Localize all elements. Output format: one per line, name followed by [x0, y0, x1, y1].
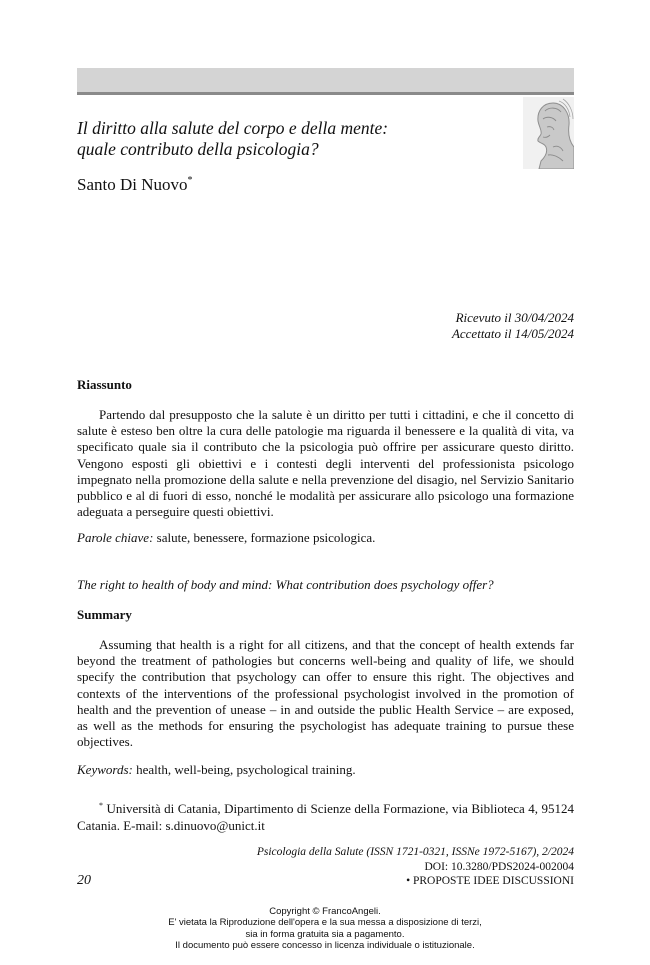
- author: [77, 175, 193, 195]
- parole-chiave-label: Parole chiave:: [77, 530, 154, 545]
- journal-citation: Psicologia della Salute (ISSN 1721-0321, ISSNe 1972-5167), 2/2024: [256, 846, 574, 858]
- section-rubric: • PROPOSTE IDEE DISCUSSIONI: [406, 875, 574, 887]
- riassunto-heading: Riassunto: [77, 377, 132, 392]
- author-footnote-mark: *: [187, 175, 193, 186]
- riassunto-text: Partendo dal presupposto che la salute è un diritto per tutti i cittadini, e che il concetto di salute è esteso ben oltre la cura delle patologie ma riguarda il benessere e la qualità di vita, va specificato quale sia il contributo che la psicologia può offrire per assicurare questo diritto. Vengono esposti gli obiettivi e i contesti degli interventi del professionista psicologo impegnato nella promozione della salute e nella prevenzione del disagio, nel Servizio Sanitario pubblico e al di fuori di esso, nonché le modalità per assicurare allo psicologo una formazione adeguata a perseguire questi obiettivi.: [77, 407, 574, 520]
- article-title-line-1: Il diritto alla salute del corpo e della mente:: [77, 118, 389, 138]
- submission-dates: [452, 310, 574, 342]
- parole-chiave-values: salute, benessere, formazione psicologica.: [153, 530, 376, 545]
- page-number: 20: [77, 873, 91, 888]
- received-date: Ricevuto il 30/04/2024: [455, 310, 574, 325]
- accepted-date: Accettato il 14/05/2024: [451, 326, 574, 341]
- copyright-line-2: E' vietata la Riproduzione dell'opera e la sua messa a disposizione di terzi,: [168, 917, 482, 929]
- author-affiliation-footnote: [77, 798, 574, 834]
- keywords-values: health, well-being, psychological training.: [132, 762, 356, 777]
- article-title: [77, 118, 507, 160]
- copyright-line-3: sia in forma gratuita sia a pagamento.: [245, 928, 405, 940]
- copyright-line-4: Il documento può essere concesso in licenza individuale o istituzionale.: [175, 940, 475, 952]
- parole-chiave: [77, 530, 574, 546]
- keywords-label: Keywords:: [77, 762, 133, 777]
- summary-heading: Summary: [77, 607, 132, 622]
- header-bar: [77, 68, 574, 95]
- footnote-text: Università di Catania, Dipartimento di Scienze della Formazione, via Biblioteca 4, 95124 Catania. E-mail: s.dinuovo@unict.it: [77, 801, 574, 833]
- copyright-line-1: Copyright © FrancoAngeli.: [269, 906, 381, 917]
- footnote-mark: *: [99, 801, 103, 810]
- summary-text: Assuming that health is a right for all citizens, and that the concept of health extends far beyond the treatment of pathologies but concerns well-being and quality of life, we should specify the contribution that psychology can offer to ensure this right. The objectives and contexts of the interventions of the professional psychologist involved in the promotion of health and the prevention of unease – in and outside the public Health Service – are exposed, as well as the methods for ensuring the psychologist has adequate training to pursue these objectives.: [77, 637, 574, 750]
- author-name: Santo Di Nuovo: [77, 175, 188, 194]
- keywords: [77, 762, 574, 778]
- journal-reference: [257, 845, 574, 874]
- journal-doi: DOI: 10.3280/PDS2024-002004: [424, 860, 574, 873]
- article-title-line-2: quale contributo della psicologia?: [77, 139, 319, 159]
- copyright-notice: [0, 906, 650, 952]
- journal-portrait-logo: [523, 97, 574, 169]
- english-title: The right to health of body and mind: What contribution does psychology offer?: [77, 577, 494, 592]
